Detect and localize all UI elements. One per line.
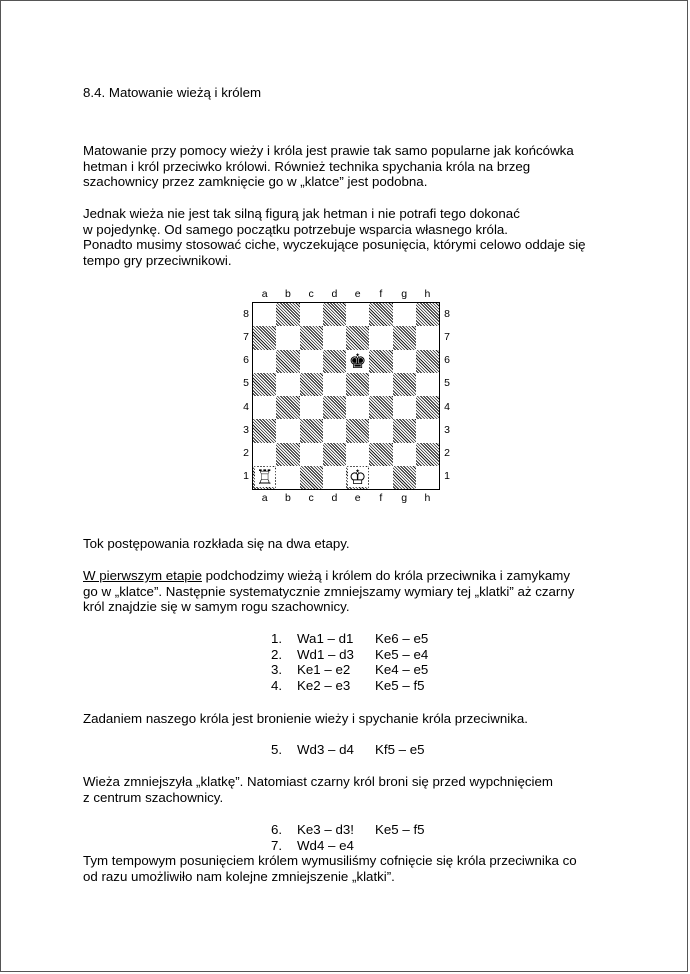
white-move: Wa1 – d1: [297, 631, 354, 646]
square-f4: [369, 396, 392, 419]
square-h1: [416, 466, 439, 489]
chessboard: [252, 302, 440, 490]
square-g4: [393, 396, 416, 419]
square-a7: [253, 326, 276, 349]
white-rook-icon: ♖: [255, 465, 274, 490]
rank-label-7: 7: [243, 330, 249, 343]
file-label-b: b: [284, 492, 291, 504]
square-c6: [300, 350, 323, 373]
move-row: [271, 631, 455, 647]
move-row: [271, 678, 455, 694]
paragraph-tempo-move: [83, 853, 577, 884]
square-c1: [300, 466, 323, 489]
square-c4: [300, 396, 323, 419]
square-b2: [276, 443, 299, 466]
text-line: Matowanie przy pomocy wieży i króla jest prawie tak samo popularne jak końcówka: [83, 143, 574, 158]
white-rook-piece: [253, 466, 276, 489]
rank-label-5: 5: [243, 377, 249, 390]
square-f7: [369, 326, 392, 349]
black-move: Ke5 – f5: [375, 822, 425, 837]
square-f6: [369, 350, 392, 373]
square-h6: [416, 350, 439, 373]
paragraph-rook-strength: [83, 206, 586, 268]
square-a1: [253, 466, 276, 489]
square-a3: [253, 419, 276, 442]
black-move: Ke5 – e4: [375, 646, 429, 662]
rank-label-1: 1: [243, 470, 249, 483]
move-list-1: [271, 631, 455, 693]
text-line: z centrum szachownicy.: [83, 789, 224, 805]
square-a6: [253, 350, 276, 373]
white-move: Ke3 – d3!: [297, 822, 354, 837]
square-g1: [393, 466, 416, 489]
file-label-c: c: [308, 288, 314, 300]
square-d6: [323, 350, 346, 373]
square-d1: [323, 466, 346, 489]
square-d5: [323, 373, 346, 396]
square-c8: [300, 303, 323, 326]
rank-label-1: 1: [444, 470, 450, 483]
white-move: Wd1 – d3: [297, 646, 354, 662]
square-e1: [346, 466, 369, 489]
rank-label-3: 3: [444, 423, 450, 436]
black-move: Kf5 – e5: [375, 742, 425, 757]
square-f2: [369, 443, 392, 466]
text-line: tempo gry przeciwnikowi.: [83, 252, 232, 268]
square-g2: [393, 443, 416, 466]
square-c3: [300, 419, 323, 442]
square-c7: [300, 326, 323, 349]
square-d7: [323, 326, 346, 349]
move-number: 6.: [271, 822, 283, 837]
rank-label-4: 4: [444, 400, 450, 413]
rank-label-5: 5: [444, 377, 450, 390]
paragraph-two-stages: Tok postępowania rozkłada się na dwa etapy.: [83, 536, 350, 551]
square-e3: [346, 419, 369, 442]
square-f3: [369, 419, 392, 442]
square-h8: [416, 303, 439, 326]
move-list-3: [271, 822, 455, 853]
text-line: Tym tempowym posunięciem królem wymusiliśmy cofnięcie się króla przeciwnika co: [83, 853, 577, 868]
rank-label-2: 2: [444, 447, 450, 460]
move-number: 5.: [271, 742, 283, 757]
square-h4: [416, 396, 439, 419]
white-move: Wd3 – d4: [297, 742, 354, 757]
text-line: szachownicy przez zamknięcie go w „klatce” jest podobna.: [83, 174, 428, 189]
file-label-h: h: [424, 288, 431, 300]
square-a4: [253, 396, 276, 419]
square-f5: [369, 373, 392, 396]
square-d4: [323, 396, 346, 419]
square-h3: [416, 419, 439, 442]
text-line: król znajdzie się w samym rogu szachownicy.: [83, 599, 350, 614]
square-c2: [300, 443, 323, 466]
text-line: go w „klatce”. Następnie systematycznie zmniejszamy wymiary tej „klatki” aż czarny: [83, 583, 575, 599]
paragraph-cage-reduced: [83, 774, 553, 805]
rank-label-6: 6: [444, 354, 450, 367]
square-d2: [323, 443, 346, 466]
file-label-d: d: [331, 288, 338, 300]
file-label-b: b: [284, 288, 291, 300]
white-move: Ke1 – e2: [297, 662, 351, 677]
square-b6: [276, 350, 299, 373]
file-label-g: g: [401, 288, 408, 300]
square-e5: [346, 373, 369, 396]
move-row: [271, 822, 455, 838]
square-d3: [323, 419, 346, 442]
text-line: od razu umożliwiło nam kolejne zmniejszenie „klatki”.: [83, 868, 395, 884]
rank-label-8: 8: [444, 307, 450, 320]
black-move: Ke5 – f5: [375, 677, 425, 693]
square-h2: [416, 443, 439, 466]
file-label-a: a: [261, 492, 268, 504]
rank-label-3: 3: [243, 423, 249, 436]
file-label-g: g: [401, 492, 408, 504]
text-line: [83, 568, 574, 584]
black-move: [375, 838, 455, 854]
file-label-e: e: [354, 288, 361, 300]
paragraph-intro: [83, 143, 574, 190]
square-c5: [300, 373, 323, 396]
square-g6: [393, 350, 416, 373]
black-move: Ke6 – e5: [375, 631, 429, 646]
section-heading: 8.4. Matowanie wieżą i królem: [83, 85, 262, 100]
white-king-piece: [346, 466, 369, 489]
move-number: 1.: [271, 631, 283, 646]
white-king-icon: ♔: [348, 465, 367, 490]
square-e8: [346, 303, 369, 326]
paragraph-king-task: Zadaniem naszego króla jest bronienie wieży i spychanie króla przeciwnika.: [83, 711, 528, 726]
file-label-c: c: [308, 492, 314, 504]
text-line: w pojedynkę. Od samego początku potrzebuje wsparcia własnego króla.: [83, 221, 508, 237]
white-move: Ke2 – e3: [297, 677, 351, 693]
move-number: 2.: [271, 646, 283, 662]
square-b1: [276, 466, 299, 489]
square-b8: [276, 303, 299, 326]
chess-diagram: [241, 287, 461, 512]
square-g8: [393, 303, 416, 326]
square-f1: [369, 466, 392, 489]
move-row: [271, 742, 455, 758]
square-e2: [346, 443, 369, 466]
move-row: [271, 647, 455, 663]
text-line: Ponadto musimy stosować ciche, wyczekujące posunięcia, którymi celowo oddaje się: [83, 237, 586, 252]
move-number: 4.: [271, 677, 283, 693]
file-label-e: e: [354, 492, 361, 504]
move-row: [271, 838, 455, 854]
paragraph-first-stage: [83, 568, 574, 615]
square-h5: [416, 373, 439, 396]
text-fragment: podchodzimy wieżą i królem do króla przeciwnika i zamykamy: [201, 568, 570, 583]
square-g3: [393, 419, 416, 442]
white-move: Wd4 – e4: [297, 837, 354, 853]
black-king-piece: [346, 350, 369, 373]
file-label-a: a: [261, 288, 268, 300]
rank-label-2: 2: [243, 447, 249, 460]
file-label-f: f: [379, 288, 383, 300]
square-a8: [253, 303, 276, 326]
rank-label-6: 6: [243, 354, 249, 367]
file-label-h: h: [424, 492, 431, 504]
square-g7: [393, 326, 416, 349]
text-line: Wieża zmniejszyła „klatkę”. Natomiast czarny król broni się przed wypchnięciem: [83, 774, 553, 789]
square-a5: [253, 373, 276, 396]
rank-label-8: 8: [243, 307, 249, 320]
square-h7: [416, 326, 439, 349]
square-b4: [276, 396, 299, 419]
underlined-phrase: W pierwszym etapie: [83, 568, 202, 583]
square-b5: [276, 373, 299, 396]
black-king-icon: ♚: [348, 349, 367, 374]
move-number: 7.: [271, 837, 283, 853]
square-f8: [369, 303, 392, 326]
file-label-d: d: [331, 492, 338, 504]
square-e7: [346, 326, 369, 349]
rank-label-4: 4: [243, 400, 249, 413]
square-b7: [276, 326, 299, 349]
square-b3: [276, 419, 299, 442]
square-g5: [393, 373, 416, 396]
square-e4: [346, 396, 369, 419]
text-line: Jednak wieża nie jest tak silną figurą jak hetman i nie potrafi tego dokonać: [83, 206, 520, 221]
square-a2: [253, 443, 276, 466]
square-e6: [346, 350, 369, 373]
text-line: hetman i król przeciwko królowi. Również technika spychania króla na brzeg: [83, 158, 531, 174]
move-number: 3.: [271, 662, 283, 677]
rank-label-7: 7: [444, 330, 450, 343]
file-label-f: f: [379, 492, 383, 504]
move-row: [271, 662, 455, 678]
black-move: Ke4 – e5: [375, 662, 429, 677]
square-d8: [323, 303, 346, 326]
move-list-2: [271, 742, 455, 758]
